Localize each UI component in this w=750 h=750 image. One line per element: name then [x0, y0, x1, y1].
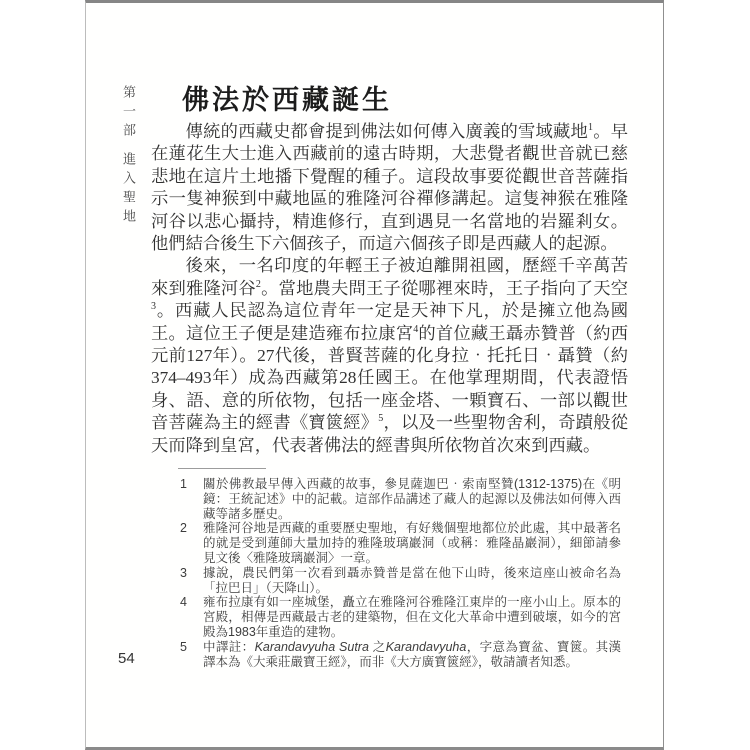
italic-term: Karandavyuha — [385, 639, 467, 654]
footnote-number: 4 — [180, 595, 187, 610]
footnote-ref: 4 — [413, 323, 419, 335]
footnote-separator — [178, 468, 266, 469]
footnote-ref: 1 — [587, 122, 593, 134]
footnote-text: 雍布拉康有如一座城堡，矗立在雅隆河谷雅隆江東岸的一座小山上。原本的宮殿，相傳是西藏最古老的建築物，但在文化大革命中遭到破壞，如今的宮殿為1983年重造的建物。 — [203, 595, 621, 639]
body-text — [151, 121, 628, 457]
page-title: 佛法於西藏誕生 — [182, 85, 392, 115]
footnote-text: 雅隆河谷地是西藏的重要歷史聖地，有好幾個聖地都位於此處，其中最著名的就是受到蓮師大量加持的雅隆玻璃巖洞（或稱：雅隆晶巖洞），細節請參見文後〈雅隆玻璃巖洞〉一章。 — [203, 521, 621, 565]
footnote-number: 2 — [180, 521, 187, 536]
paragraph: 後來，一名印度的年輕王子被迫離開祖國，歷經千辛萬苦來到雅隆河谷$^2$。當地農夫問王子從哪裡來時，王子指向了天空$^3$。西藏人民認為這位青年一定是天神下凡，於是擁立他為國王。這位王子便是建造雍布拉康宮$^4$的首位藏王聶赤贊普（約西元前127年）。27代後，普賢菩薩的化身拉‧托托日‧聶贊（約374–493年）成為西藏第28任國王。在他掌理期間，代表證悟身、語、意的所依物，包括一座金塔、一顆寶石、一部以觀世音菩薩為主的經書《寶篋經》$^5$，以及一些聖物舍利，奇蹟般從天而降到皇宮，代表著佛法的經書與所依物首次來到西藏。 — [151, 256, 628, 455]
footnote-item — [180, 566, 621, 596]
footnote-text: 關於佛教最早傳入西藏的故事，參見薩迦巴‧索南堅贊(1312-1375)在《明鏡：王統記述》中的記載。這部作品講述了藏人的起源以及佛法如何傳入西藏等諸多歷史。 — [203, 477, 621, 521]
footnote-item — [180, 521, 621, 565]
footnote-item — [180, 477, 621, 521]
footnote-number: 3 — [180, 565, 187, 580]
footnote-ref: 3 — [151, 301, 157, 313]
paragraph: 傳統的西藏史都會提到佛法如何傳入廣義的雪域藏地$^1$。早在蓮花生大士進入西藏前的遠古時期，大悲覺者觀世音就已慈悲地在這片土地播下覺醒的種子。這段故事要從觀世音菩薩指示一隻神猴到中藏地區的雅隆河谷禪修講起。這隻神猴在雅隆河谷以悲心攝持，精進修行，直到遇見一名當地的岩羅剎女。他們結合後生下六個孩子，而這六個孩子即是西藏人的起源。 — [151, 122, 628, 254]
sidebar-part-label: 第一部 — [121, 85, 136, 142]
page-number: 54 — [118, 650, 135, 667]
footnote-text: 據說，農民們第一次看到聶赤贊普是當在他下山時，後來這座山被命名為「拉巴日」（天降山）。 — [203, 565, 621, 595]
italic-term: Karandavyuha Sutra — [254, 639, 369, 654]
footnote-item — [180, 640, 621, 670]
footnote-ref: 2 — [255, 279, 261, 291]
footnote-ref: 5 — [378, 413, 384, 425]
footnote-item — [180, 595, 621, 639]
footnote-list — [180, 477, 621, 669]
sidebar-section-label: 進入聖地 — [121, 152, 136, 228]
chapter-sidebar — [119, 85, 138, 345]
footnote-number: 5 — [180, 639, 187, 654]
footnote-text: 中譯註：Karandavyuha Sutra 之Karandavyuha，字意為寶盆、寶篋。其漢譯本為《大乘莊嚴寶王經》，而非《大方廣寶篋經》，敬請讀者知悉。 — [203, 639, 621, 669]
footnote-number: 1 — [180, 477, 187, 491]
